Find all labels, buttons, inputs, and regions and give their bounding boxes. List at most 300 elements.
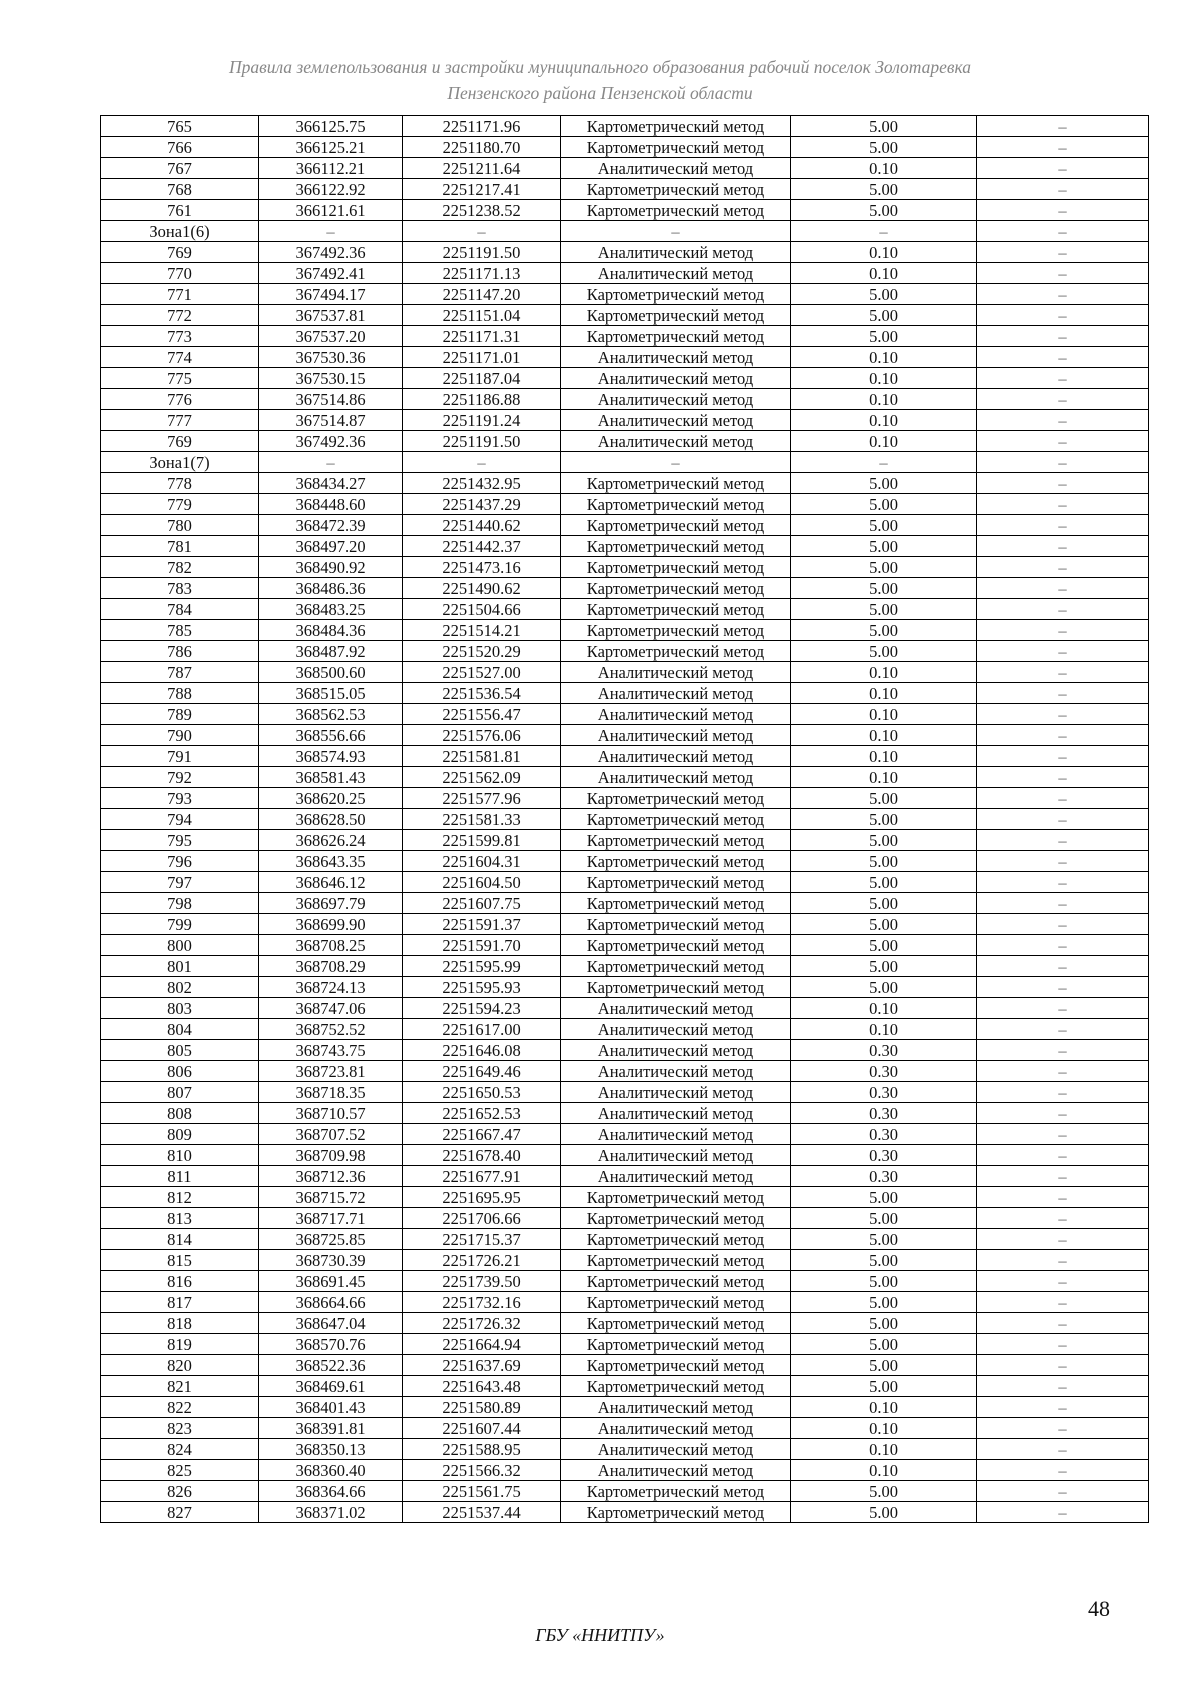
method-cell: Картометрический метод — [561, 830, 791, 851]
table-row — [101, 263, 1149, 284]
note-cell: – — [977, 1124, 1149, 1145]
table-row — [101, 368, 1149, 389]
point-number-cell: 779 — [101, 494, 259, 515]
point-number-cell: 815 — [101, 1250, 259, 1271]
note-cell: – — [977, 1250, 1149, 1271]
point-number-cell: 802 — [101, 977, 259, 998]
method-cell: Аналитический метод — [561, 1439, 791, 1460]
accuracy-cell: 0.30 — [791, 1166, 977, 1187]
table-row — [101, 347, 1149, 368]
point-number-cell: 813 — [101, 1208, 259, 1229]
y-coordinate-cell: 2251599.81 — [403, 830, 561, 851]
table-row — [101, 746, 1149, 767]
point-number-cell: 801 — [101, 956, 259, 977]
method-cell: Аналитический метод — [561, 410, 791, 431]
point-number-cell: 819 — [101, 1334, 259, 1355]
accuracy-cell: 0.10 — [791, 431, 977, 452]
x-coordinate-cell: 368643.35 — [259, 851, 403, 872]
y-coordinate-cell: 2251604.31 — [403, 851, 561, 872]
y-coordinate-cell: 2251595.93 — [403, 977, 561, 998]
table-row — [101, 515, 1149, 536]
table-row — [101, 662, 1149, 683]
accuracy-cell: 5.00 — [791, 956, 977, 977]
table-row — [101, 494, 1149, 515]
point-number-cell: Зона1(7) — [101, 452, 259, 473]
method-cell: Аналитический метод — [561, 1040, 791, 1061]
x-coordinate-cell: 368350.13 — [259, 1439, 403, 1460]
accuracy-cell: 5.00 — [791, 179, 977, 200]
x-coordinate-cell: 368469.61 — [259, 1376, 403, 1397]
point-number-cell: 773 — [101, 326, 259, 347]
note-cell: – — [977, 242, 1149, 263]
y-coordinate-cell: 2251151.04 — [403, 305, 561, 326]
y-coordinate-cell: 2251191.50 — [403, 431, 561, 452]
note-cell: – — [977, 1460, 1149, 1481]
y-coordinate-cell: 2251537.44 — [403, 1502, 561, 1523]
table-row — [101, 830, 1149, 851]
note-cell: – — [977, 1145, 1149, 1166]
point-number-cell: 784 — [101, 599, 259, 620]
note-cell: – — [977, 809, 1149, 830]
accuracy-cell: 5.00 — [791, 620, 977, 641]
table-row — [101, 326, 1149, 347]
method-cell: Аналитический метод — [561, 704, 791, 725]
y-coordinate-cell: 2251473.16 — [403, 557, 561, 578]
x-coordinate-cell: 368497.20 — [259, 536, 403, 557]
table-row — [101, 137, 1149, 158]
x-coordinate-cell: 368699.90 — [259, 914, 403, 935]
point-number-cell: 780 — [101, 515, 259, 536]
x-coordinate-cell: 366125.75 — [259, 116, 403, 137]
accuracy-cell: – — [791, 221, 977, 242]
y-coordinate-cell: 2251186.88 — [403, 389, 561, 410]
method-cell: Картометрический метод — [561, 1271, 791, 1292]
x-coordinate-cell: – — [259, 452, 403, 473]
accuracy-cell: 5.00 — [791, 200, 977, 221]
note-cell: – — [977, 263, 1149, 284]
x-coordinate-cell: 366125.21 — [259, 137, 403, 158]
method-cell: Аналитический метод — [561, 1082, 791, 1103]
accuracy-cell: 5.00 — [791, 1502, 977, 1523]
method-cell: Аналитический метод — [561, 1103, 791, 1124]
y-coordinate-cell: 2251637.69 — [403, 1355, 561, 1376]
x-coordinate-cell: 368747.06 — [259, 998, 403, 1019]
method-cell: Картометрический метод — [561, 788, 791, 809]
y-coordinate-cell: 2251677.91 — [403, 1166, 561, 1187]
accuracy-cell: 0.10 — [791, 1439, 977, 1460]
method-cell: Аналитический метод — [561, 1166, 791, 1187]
y-coordinate-cell: 2251576.06 — [403, 725, 561, 746]
note-cell: – — [977, 1397, 1149, 1418]
accuracy-cell: – — [791, 452, 977, 473]
accuracy-cell: 5.00 — [791, 977, 977, 998]
accuracy-cell: 0.10 — [791, 998, 977, 1019]
method-cell: Картометрический метод — [561, 851, 791, 872]
y-coordinate-cell: 2251706.66 — [403, 1208, 561, 1229]
y-coordinate-cell: 2251581.33 — [403, 809, 561, 830]
accuracy-cell: 0.10 — [791, 347, 977, 368]
y-coordinate-cell: 2251171.13 — [403, 263, 561, 284]
y-coordinate-cell: 2251732.16 — [403, 1292, 561, 1313]
y-coordinate-cell: 2251171.01 — [403, 347, 561, 368]
table-row — [101, 452, 1149, 473]
y-coordinate-cell: 2251577.96 — [403, 788, 561, 809]
note-cell: – — [977, 599, 1149, 620]
y-coordinate-cell: 2251437.29 — [403, 494, 561, 515]
note-cell: – — [977, 389, 1149, 410]
x-coordinate-cell: 368391.81 — [259, 1418, 403, 1439]
table-row — [101, 473, 1149, 494]
x-coordinate-cell: 368434.27 — [259, 473, 403, 494]
y-coordinate-cell: 2251591.37 — [403, 914, 561, 935]
x-coordinate-cell: 368717.71 — [259, 1208, 403, 1229]
note-cell: – — [977, 746, 1149, 767]
y-coordinate-cell: 2251432.95 — [403, 473, 561, 494]
accuracy-cell: 0.30 — [791, 1040, 977, 1061]
y-coordinate-cell: 2251440.62 — [403, 515, 561, 536]
note-cell: – — [977, 284, 1149, 305]
accuracy-cell: 0.10 — [791, 1019, 977, 1040]
method-cell: Картометрический метод — [561, 536, 791, 557]
accuracy-cell: 5.00 — [791, 473, 977, 494]
method-cell: Картометрический метод — [561, 641, 791, 662]
y-coordinate-cell: 2251594.23 — [403, 998, 561, 1019]
x-coordinate-cell: 366121.61 — [259, 200, 403, 221]
accuracy-cell: 0.10 — [791, 725, 977, 746]
table-row — [101, 242, 1149, 263]
coordinates-table — [100, 115, 1149, 1523]
accuracy-cell: 5.00 — [791, 284, 977, 305]
note-cell: – — [977, 1061, 1149, 1082]
note-cell: – — [977, 494, 1149, 515]
point-number-cell: 765 — [101, 116, 259, 137]
x-coordinate-cell: 368709.98 — [259, 1145, 403, 1166]
point-number-cell: 772 — [101, 305, 259, 326]
note-cell: – — [977, 977, 1149, 998]
y-coordinate-cell: 2251678.40 — [403, 1145, 561, 1166]
accuracy-cell: 5.00 — [791, 641, 977, 662]
accuracy-cell: 5.00 — [791, 1292, 977, 1313]
table-row — [101, 998, 1149, 1019]
accuracy-cell: 5.00 — [791, 872, 977, 893]
method-cell: Аналитический метод — [561, 347, 791, 368]
x-coordinate-cell: 366122.92 — [259, 179, 403, 200]
y-coordinate-cell: 2251580.89 — [403, 1397, 561, 1418]
note-cell: – — [977, 179, 1149, 200]
table-row — [101, 410, 1149, 431]
point-number-cell: 818 — [101, 1313, 259, 1334]
method-cell: Картометрический метод — [561, 116, 791, 137]
note-cell: – — [977, 557, 1149, 578]
point-number-cell: 785 — [101, 620, 259, 641]
y-coordinate-cell: 2251726.32 — [403, 1313, 561, 1334]
x-coordinate-cell: 368752.52 — [259, 1019, 403, 1040]
note-cell: – — [977, 578, 1149, 599]
table-row — [101, 788, 1149, 809]
y-coordinate-cell: 2251617.00 — [403, 1019, 561, 1040]
x-coordinate-cell: 367514.86 — [259, 389, 403, 410]
method-cell: Картометрический метод — [561, 305, 791, 326]
method-cell: Картометрический метод — [561, 620, 791, 641]
x-coordinate-cell: 367492.36 — [259, 431, 403, 452]
accuracy-cell: 0.10 — [791, 704, 977, 725]
table-row — [101, 1145, 1149, 1166]
x-coordinate-cell: 368743.75 — [259, 1040, 403, 1061]
point-number-cell: 781 — [101, 536, 259, 557]
method-cell: Картометрический метод — [561, 935, 791, 956]
method-cell: Картометрический метод — [561, 956, 791, 977]
y-coordinate-cell: 2251643.48 — [403, 1376, 561, 1397]
method-cell: Аналитический метод — [561, 158, 791, 179]
y-coordinate-cell: 2251187.04 — [403, 368, 561, 389]
x-coordinate-cell: 367530.15 — [259, 368, 403, 389]
accuracy-cell: 0.30 — [791, 1103, 977, 1124]
x-coordinate-cell: 368647.04 — [259, 1313, 403, 1334]
method-cell: Картометрический метод — [561, 137, 791, 158]
x-coordinate-cell: 368500.60 — [259, 662, 403, 683]
note-cell: – — [977, 956, 1149, 977]
note-cell: – — [977, 158, 1149, 179]
table-row — [101, 956, 1149, 977]
x-coordinate-cell: 367492.41 — [259, 263, 403, 284]
table-row — [101, 221, 1149, 242]
point-number-cell: 768 — [101, 179, 259, 200]
table-row — [101, 1397, 1149, 1418]
note-cell: – — [977, 767, 1149, 788]
accuracy-cell: 5.00 — [791, 1481, 977, 1502]
note-cell: – — [977, 515, 1149, 536]
y-coordinate-cell: 2251191.24 — [403, 410, 561, 431]
accuracy-cell: 5.00 — [791, 1208, 977, 1229]
note-cell: – — [977, 998, 1149, 1019]
accuracy-cell: 5.00 — [791, 1376, 977, 1397]
method-cell: Картометрический метод — [561, 1187, 791, 1208]
method-cell: Картометрический метод — [561, 1376, 791, 1397]
table-row — [101, 767, 1149, 788]
x-coordinate-cell: 368664.66 — [259, 1292, 403, 1313]
note-cell: – — [977, 620, 1149, 641]
point-number-cell: 798 — [101, 893, 259, 914]
note-cell: – — [977, 788, 1149, 809]
y-coordinate-cell: 2251442.37 — [403, 536, 561, 557]
accuracy-cell: 5.00 — [791, 326, 977, 347]
x-coordinate-cell: 368707.52 — [259, 1124, 403, 1145]
method-cell: Аналитический метод — [561, 368, 791, 389]
accuracy-cell: 0.10 — [791, 242, 977, 263]
y-coordinate-cell: 2251561.75 — [403, 1481, 561, 1502]
x-coordinate-cell: 368712.36 — [259, 1166, 403, 1187]
note-cell: – — [977, 305, 1149, 326]
x-coordinate-cell: 368626.24 — [259, 830, 403, 851]
note-cell: – — [977, 1418, 1149, 1439]
note-cell: – — [977, 914, 1149, 935]
table-row — [101, 179, 1149, 200]
x-coordinate-cell: 367514.87 — [259, 410, 403, 431]
accuracy-cell: 5.00 — [791, 599, 977, 620]
page-header — [100, 54, 1100, 106]
accuracy-cell: 0.10 — [791, 767, 977, 788]
method-cell: Аналитический метод — [561, 1418, 791, 1439]
table-row — [101, 389, 1149, 410]
point-number-cell: 767 — [101, 158, 259, 179]
x-coordinate-cell: 367537.20 — [259, 326, 403, 347]
method-cell: Аналитический метод — [561, 242, 791, 263]
x-coordinate-cell: 368490.92 — [259, 557, 403, 578]
y-coordinate-cell: 2251536.54 — [403, 683, 561, 704]
table-row — [101, 1229, 1149, 1250]
x-coordinate-cell: 368708.29 — [259, 956, 403, 977]
accuracy-cell: 5.00 — [791, 515, 977, 536]
y-coordinate-cell: 2251595.99 — [403, 956, 561, 977]
x-coordinate-cell: 368724.13 — [259, 977, 403, 998]
accuracy-cell: 5.00 — [791, 536, 977, 557]
x-coordinate-cell: 368556.66 — [259, 725, 403, 746]
y-coordinate-cell: 2251715.37 — [403, 1229, 561, 1250]
footer-organization: ГБУ «ННИТПУ» — [535, 1625, 665, 1645]
y-coordinate-cell: 2251581.81 — [403, 746, 561, 767]
x-coordinate-cell: 368710.57 — [259, 1103, 403, 1124]
note-cell: – — [977, 872, 1149, 893]
note-cell: – — [977, 347, 1149, 368]
note-cell: – — [977, 116, 1149, 137]
method-cell: Картометрический метод — [561, 1481, 791, 1502]
x-coordinate-cell: 368472.39 — [259, 515, 403, 536]
point-number-cell: 789 — [101, 704, 259, 725]
x-coordinate-cell: 368487.92 — [259, 641, 403, 662]
note-cell: – — [977, 893, 1149, 914]
method-cell: Картометрический метод — [561, 872, 791, 893]
table-row — [101, 683, 1149, 704]
note-cell: – — [977, 830, 1149, 851]
method-cell: Картометрический метод — [561, 473, 791, 494]
table-row — [101, 1082, 1149, 1103]
table-row — [101, 116, 1149, 137]
table-row — [101, 1271, 1149, 1292]
x-coordinate-cell: 368715.72 — [259, 1187, 403, 1208]
point-number-cell: 766 — [101, 137, 259, 158]
accuracy-cell: 5.00 — [791, 1250, 977, 1271]
note-cell: – — [977, 1313, 1149, 1334]
table-row — [101, 1334, 1149, 1355]
note-cell: – — [977, 1040, 1149, 1061]
table-row — [101, 1208, 1149, 1229]
point-number-cell: 778 — [101, 473, 259, 494]
table-row — [101, 809, 1149, 830]
x-coordinate-cell: 368401.43 — [259, 1397, 403, 1418]
method-cell: Картометрический метод — [561, 977, 791, 998]
point-number-cell: 775 — [101, 368, 259, 389]
y-coordinate-cell: 2251147.20 — [403, 284, 561, 305]
accuracy-cell: 5.00 — [791, 1355, 977, 1376]
x-coordinate-cell: 367494.17 — [259, 284, 403, 305]
note-cell: – — [977, 1334, 1149, 1355]
y-coordinate-cell: 2251646.08 — [403, 1040, 561, 1061]
note-cell: – — [977, 1229, 1149, 1250]
table-row — [101, 893, 1149, 914]
method-cell: – — [561, 452, 791, 473]
point-number-cell: 824 — [101, 1439, 259, 1460]
table-row — [101, 725, 1149, 746]
note-cell: – — [977, 641, 1149, 662]
table-row — [101, 1103, 1149, 1124]
table-row — [101, 1502, 1149, 1523]
point-number-cell: 821 — [101, 1376, 259, 1397]
method-cell: Картометрический метод — [561, 179, 791, 200]
method-cell: Картометрический метод — [561, 809, 791, 830]
point-number-cell: 823 — [101, 1418, 259, 1439]
method-cell: Аналитический метод — [561, 263, 791, 284]
method-cell: Аналитический метод — [561, 1145, 791, 1166]
method-cell: Аналитический метод — [561, 1061, 791, 1082]
x-coordinate-cell: 368371.02 — [259, 1502, 403, 1523]
x-coordinate-cell: 368515.05 — [259, 683, 403, 704]
point-number-cell: 800 — [101, 935, 259, 956]
accuracy-cell: 0.10 — [791, 410, 977, 431]
note-cell: – — [977, 1208, 1149, 1229]
x-coordinate-cell: 367492.36 — [259, 242, 403, 263]
table-row — [101, 1250, 1149, 1271]
accuracy-cell: 5.00 — [791, 1229, 977, 1250]
method-cell: Картометрический метод — [561, 557, 791, 578]
accuracy-cell: 5.00 — [791, 1271, 977, 1292]
y-coordinate-cell: 2251520.29 — [403, 641, 561, 662]
point-number-cell: 820 — [101, 1355, 259, 1376]
note-cell: – — [977, 1082, 1149, 1103]
table-row — [101, 914, 1149, 935]
table-row — [101, 284, 1149, 305]
accuracy-cell: 5.00 — [791, 914, 977, 935]
method-cell: Картометрический метод — [561, 515, 791, 536]
coordinates-table-body — [101, 116, 1149, 1523]
header-line-2: Пензенского района Пензенской области — [447, 83, 753, 103]
note-cell: – — [977, 725, 1149, 746]
table-row — [101, 1061, 1149, 1082]
y-coordinate-cell: 2251211.64 — [403, 158, 561, 179]
method-cell: – — [561, 221, 791, 242]
accuracy-cell: 5.00 — [791, 788, 977, 809]
y-coordinate-cell: 2251604.50 — [403, 872, 561, 893]
point-number-cell: 782 — [101, 557, 259, 578]
accuracy-cell: 5.00 — [791, 305, 977, 326]
method-cell: Картометрический метод — [561, 914, 791, 935]
table-row — [101, 1460, 1149, 1481]
method-cell: Картометрический метод — [561, 200, 791, 221]
x-coordinate-cell: 368730.39 — [259, 1250, 403, 1271]
point-number-cell: 814 — [101, 1229, 259, 1250]
x-coordinate-cell: 368360.40 — [259, 1460, 403, 1481]
x-coordinate-cell: 368646.12 — [259, 872, 403, 893]
method-cell: Картометрический метод — [561, 494, 791, 515]
accuracy-cell: 5.00 — [791, 578, 977, 599]
accuracy-cell: 5.00 — [791, 893, 977, 914]
note-cell: – — [977, 431, 1149, 452]
table-row — [101, 1355, 1149, 1376]
accuracy-cell: 5.00 — [791, 1313, 977, 1334]
method-cell: Картометрический метод — [561, 599, 791, 620]
point-number-cell: 788 — [101, 683, 259, 704]
y-coordinate-cell: – — [403, 221, 561, 242]
table-row — [101, 158, 1149, 179]
y-coordinate-cell: 2251664.94 — [403, 1334, 561, 1355]
x-coordinate-cell: 368697.79 — [259, 893, 403, 914]
method-cell: Аналитический метод — [561, 1019, 791, 1040]
y-coordinate-cell: 2251726.21 — [403, 1250, 561, 1271]
accuracy-cell: 0.10 — [791, 1397, 977, 1418]
point-number-cell: 771 — [101, 284, 259, 305]
table-row — [101, 599, 1149, 620]
table-row — [101, 305, 1149, 326]
method-cell: Картометрический метод — [561, 1208, 791, 1229]
